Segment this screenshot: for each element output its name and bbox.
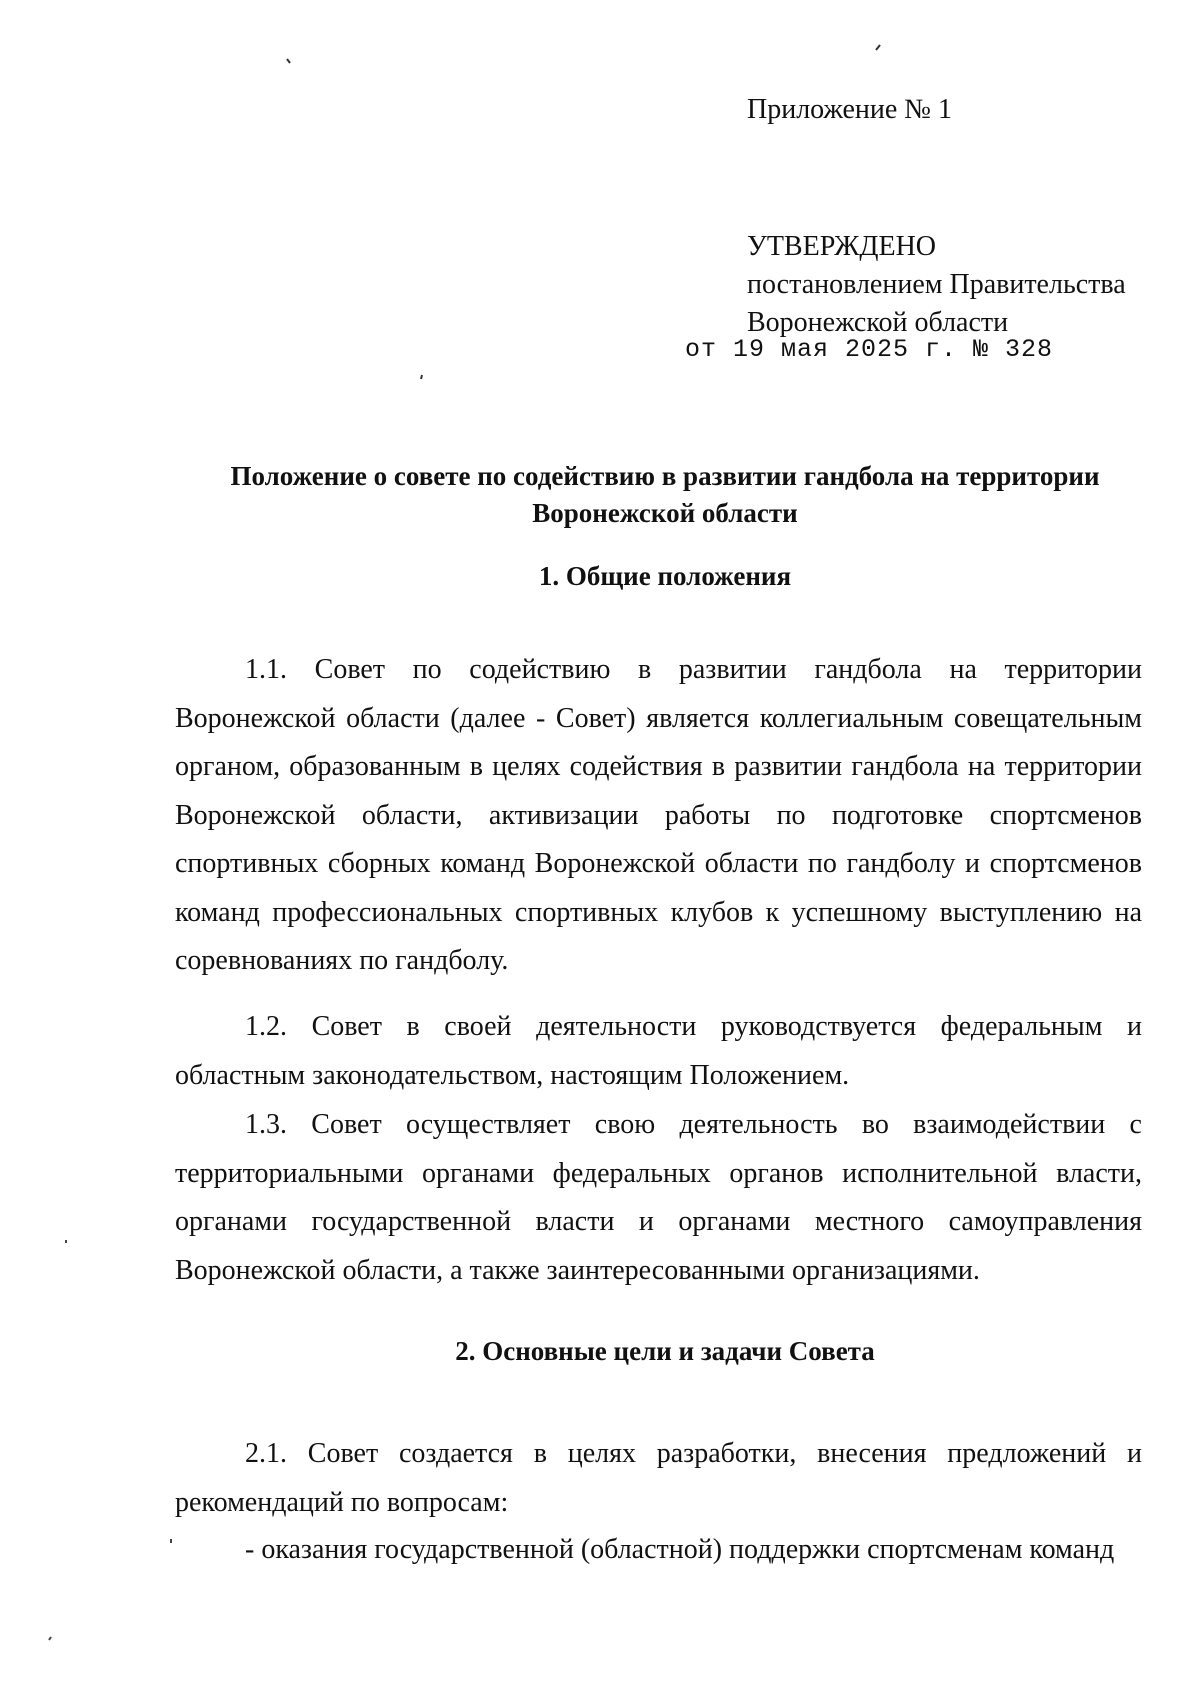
scan-speck [287,59,290,63]
scan-speck [421,375,422,379]
section-heading: 2. Основные цели и задачи Совета [455,1336,875,1366]
approval-line: Воронежской области [747,307,1009,338]
section-heading: 1. Общие положения [538,561,792,591]
document-title [140,458,1190,532]
approval-line: постановлением Правительства [747,269,1126,300]
approval-heading: УТВЕРЖДЕНО [747,231,937,262]
paragraph: 1.3. Совет осуществляет свою деятельность во взаимодействии с территориальными органами федеральных органов исполнительной власти, органами государственной власти и органами местного самоуправления Воронежской области, а также заинтересованными организациями. [175,1109,1142,1286]
scan-speck [49,1637,51,1640]
scan-speck [876,45,880,50]
appendix-label: Приложение № 1 [747,94,952,125]
paragraph: - оказания государственной (областной) поддержки спортсменам команд [245,1534,1115,1565]
approval-block [747,228,1126,342]
title-line: Воронежской области [532,498,798,528]
paragraph: 1.1. Совет по содействию в развитии гандбола на территории Воронежской области (далее - Совет) является коллегиальным совещательным органом, образованным в целях содействия в развитии гандбола на территории Воронежской области, активизации работы по подготовке спортсменов спортивных сборных команд Воронежской области по гандболу и спортсменов команд профессиональных спортивных клубов к успешному выступлению на соревнованиях по гандболу. [175,654,1142,976]
title-line: Положение о совете по содействию в развитии гандбола на территории [230,461,1100,491]
paragraph: 2.1. Совет создается в целях разработки, внесения предложений и рекомендаций по вопросам: [175,1438,1142,1518]
approval-date-stamp: от 19 мая 2025 г. № 328 [685,335,1054,364]
paragraph: 1.2. Совет в своей деятельности руководствуется федеральным и областным законодательством, настоящим Положением. [175,1011,1142,1091]
